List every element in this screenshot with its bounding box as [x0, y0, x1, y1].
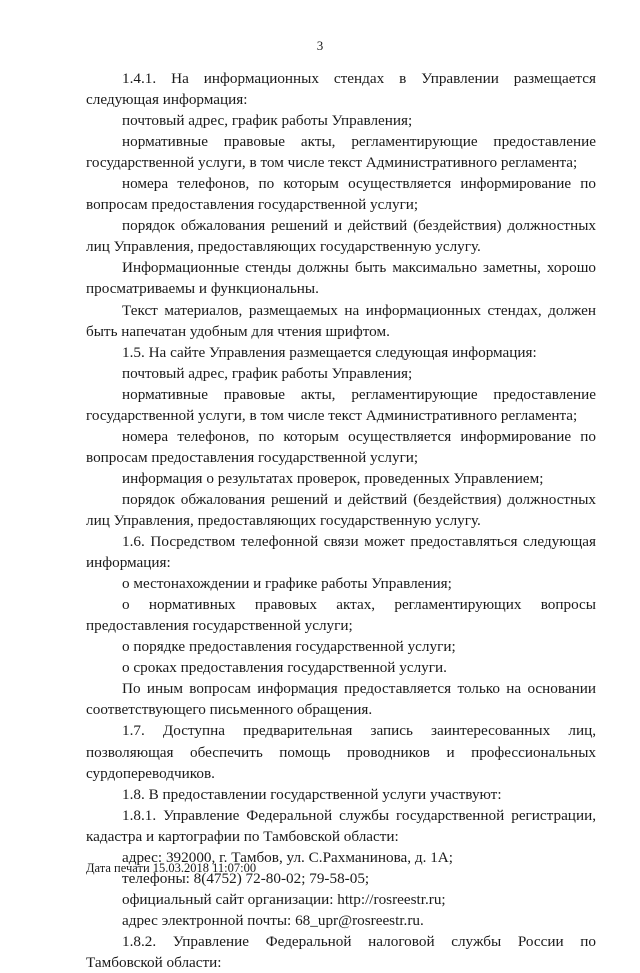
page-number: 3 [316, 38, 324, 53]
paragraph: почтовый адрес, график работы Управления; [122, 364, 413, 382]
paragraph: 1.8.1. Управление Федеральной службы государственной регистрации, кадастра и картографии по Тамбовской области: [86, 806, 596, 845]
paragraph: По иным вопросам информация предоставляется только на основании соответствующего письменного обращения. [86, 680, 596, 719]
paragraph: 1.8. В предоставлении государственной услуги участвуют: [122, 785, 502, 803]
paragraph: адрес электронной почты: 68_upr@rosreestr.ru. [122, 911, 424, 929]
paragraph: номера телефонов, по которым осуществляется информирование по вопросам предоставления государственной услуги; [86, 427, 596, 466]
paragraph: почтовый адрес, график работы Управления; [122, 112, 413, 130]
paragraph: о местонахождении и графике работы Управления; [122, 575, 452, 593]
paragraph: официальный сайт организации: http://rosreestr.ru; [122, 890, 446, 908]
paragraph: порядок обжалования решений и действий (бездействия) должностных лиц Управления, предоставляющих государственную услугу. [86, 217, 596, 256]
paragraph: Текст материалов, размещаемых на информационных стендах, должен быть напечатан удобным для чтения шрифтом. [86, 301, 596, 340]
paragraph: 1.7. Доступна предварительная запись заинтересованных лиц, позволяющая обеспечить помощь проводников и профессиональных сурдопереводчиков. [86, 722, 596, 782]
document-body [86, 68, 596, 973]
paragraph: о порядке предоставления государственной услуги; [122, 638, 456, 656]
paragraph: адрес: 392000, г. Тамбов, ул. С.Рахманинова, д. 1А; [122, 848, 453, 866]
paragraph: порядок обжалования решений и действий (бездействия) должностных лиц Управления, предоставляющих государственную услугу. [86, 490, 596, 529]
paragraph: номера телефонов, по которым осуществляется информирование по вопросам предоставления государственной услуги; [86, 175, 596, 214]
paragraph: телефоны: 8(4752) 72-80-02; 79-58-05; [122, 869, 370, 887]
paragraph: о нормативных правовых актах, регламентирующих вопросы предоставления государственной услуги; [86, 596, 596, 635]
paragraph: 1.4.1. На информационных стендах в Управлении размещается следующая информация: [86, 70, 596, 109]
paragraph: 1.8.2. Управление Федеральной налоговой службы России по Тамбовской области: [86, 932, 596, 971]
paragraph: нормативные правовые акты, регламентирующие предоставление государственной услуги, в том числе текст Административного регламента; [86, 133, 596, 172]
paragraph: информация о результатах проверок, проведенных Управлением; [122, 469, 544, 487]
paragraph: Информационные стенды должны быть максимально заметны, хорошо просматриваемы и функциональны. [86, 259, 596, 298]
paragraph: 1.6. Посредством телефонной связи может предоставляться следующая информация: [86, 533, 596, 572]
paragraph: 1.5. На сайте Управления размещается следующая информация: [122, 343, 537, 361]
paragraph: о сроках предоставления государственной услуги. [122, 659, 447, 677]
print-date-footer: Дата печати 15.03.2018 11:07:00 [86, 861, 257, 875]
paragraph: нормативные правовые акты, регламентирующие предоставление государственной услуги, в том числе текст Административного регламента; [86, 385, 596, 424]
